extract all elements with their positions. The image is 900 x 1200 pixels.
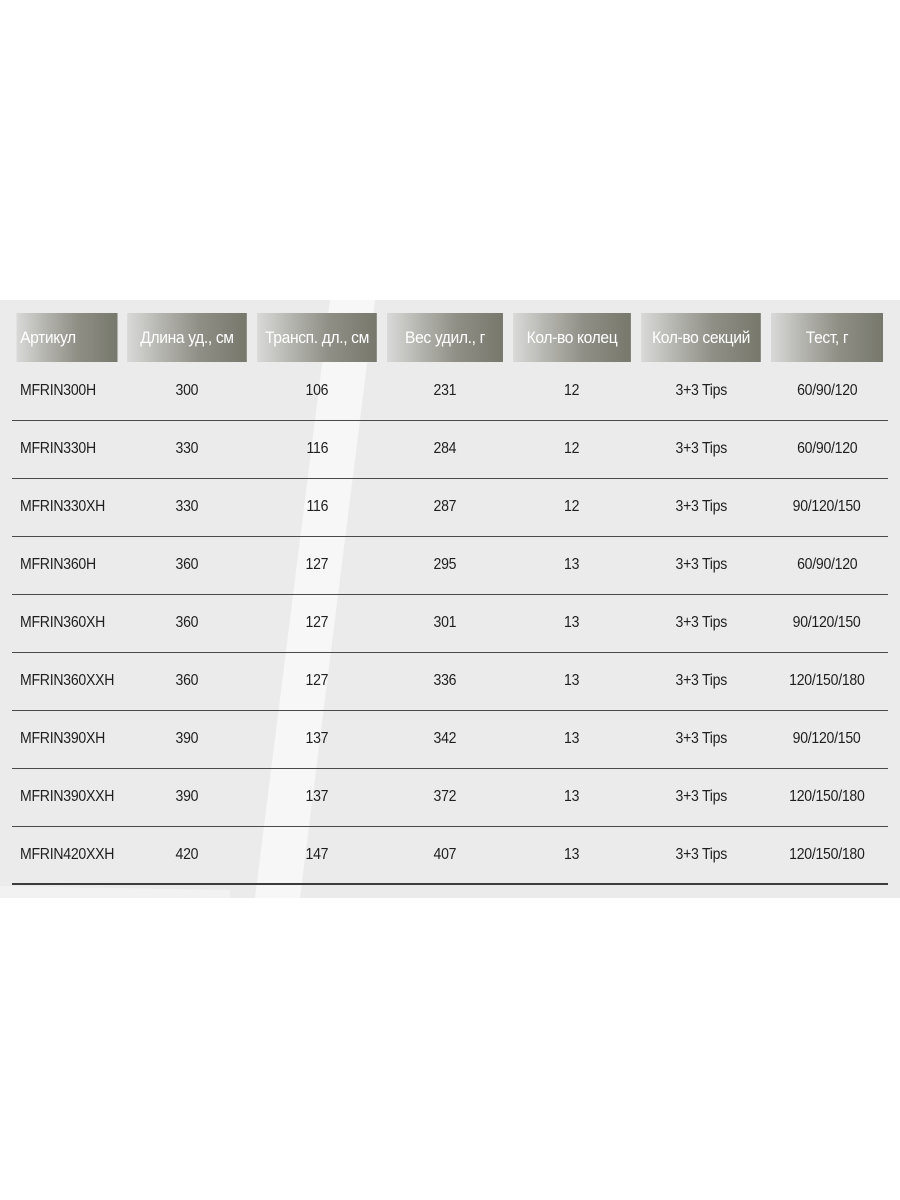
table-row xyxy=(12,652,888,710)
cell-weight: 336 xyxy=(382,652,508,710)
cell-sections-count: 3+3 Tips xyxy=(636,768,766,826)
cell-transport-length: 137 xyxy=(252,710,382,768)
header-sections-count: Кол-во секций xyxy=(641,313,761,362)
cell-article: MFRIN330XH xyxy=(12,478,122,536)
table-row xyxy=(12,478,888,536)
table-row xyxy=(12,710,888,768)
cell-length: 390 xyxy=(122,768,252,826)
cell-transport-length: 137 xyxy=(252,768,382,826)
cell-rings-count: 13 xyxy=(508,826,636,884)
cell-sections-count: 3+3 Tips xyxy=(636,826,766,884)
table-row xyxy=(12,362,888,420)
cell-rings-count: 13 xyxy=(508,768,636,826)
cell-length: 300 xyxy=(122,362,252,420)
cell-transport-length: 127 xyxy=(252,536,382,594)
cell-article: MFRIN360H xyxy=(12,536,122,594)
header-transport-length: Трансп. дл., см xyxy=(257,313,377,362)
cell-weight: 295 xyxy=(382,536,508,594)
cell-rings-count: 12 xyxy=(508,478,636,536)
cell-transport-length: 127 xyxy=(252,594,382,652)
cell-test: 90/120/150 xyxy=(766,478,888,536)
cell-weight: 301 xyxy=(382,594,508,652)
cell-test: 60/90/120 xyxy=(766,362,888,420)
cell-transport-length: 116 xyxy=(252,478,382,536)
cell-sections-count: 3+3 Tips xyxy=(636,478,766,536)
cell-article: MFRIN330H xyxy=(12,420,122,478)
cell-sections-count: 3+3 Tips xyxy=(636,594,766,652)
cell-rings-count: 13 xyxy=(508,594,636,652)
header-length: Длина уд., см xyxy=(127,313,247,362)
cell-rings-count: 13 xyxy=(508,710,636,768)
cell-weight: 284 xyxy=(382,420,508,478)
cell-rings-count: 12 xyxy=(508,420,636,478)
header-article: Артикул xyxy=(16,313,117,362)
cell-sections-count: 3+3 Tips xyxy=(636,420,766,478)
cell-article: MFRIN390XXH xyxy=(12,768,122,826)
table-row xyxy=(12,536,888,594)
cell-article: MFRIN360XXH xyxy=(12,652,122,710)
cell-length: 420 xyxy=(122,826,252,884)
cell-length: 330 xyxy=(122,420,252,478)
table-row xyxy=(12,826,888,884)
cell-sections-count: 3+3 Tips xyxy=(636,362,766,420)
cell-test: 120/150/180 xyxy=(766,768,888,826)
cell-article: MFRIN300H xyxy=(12,362,122,420)
rod-spec-table xyxy=(12,313,888,885)
table-row xyxy=(12,420,888,478)
cell-transport-length: 106 xyxy=(252,362,382,420)
cell-test: 120/150/180 xyxy=(766,652,888,710)
cell-weight: 287 xyxy=(382,478,508,536)
cell-transport-length: 147 xyxy=(252,826,382,884)
cell-sections-count: 3+3 Tips xyxy=(636,652,766,710)
cell-test: 60/90/120 xyxy=(766,420,888,478)
cell-rings-count: 13 xyxy=(508,652,636,710)
cell-sections-count: 3+3 Tips xyxy=(636,536,766,594)
cell-rings-count: 13 xyxy=(508,536,636,594)
cell-article: MFRIN390XH xyxy=(12,710,122,768)
header-test: Тест, г xyxy=(771,313,883,362)
table-row xyxy=(12,768,888,826)
cell-weight: 231 xyxy=(382,362,508,420)
cell-length: 360 xyxy=(122,536,252,594)
cell-transport-length: 116 xyxy=(252,420,382,478)
table-header xyxy=(12,313,888,362)
cell-test: 120/150/180 xyxy=(766,826,888,884)
header-row xyxy=(12,313,888,362)
cell-article: MFRIN360XH xyxy=(12,594,122,652)
cell-sections-count: 3+3 Tips xyxy=(636,710,766,768)
header-weight: Вес удил., г xyxy=(387,313,503,362)
cell-length: 330 xyxy=(122,478,252,536)
cell-article: MFRIN420XXH xyxy=(12,826,122,884)
cell-test: 90/120/150 xyxy=(766,594,888,652)
cell-weight: 342 xyxy=(382,710,508,768)
cell-length: 360 xyxy=(122,652,252,710)
cell-test: 60/90/120 xyxy=(766,536,888,594)
cell-transport-length: 127 xyxy=(252,652,382,710)
header-rings-count: Кол-во колец xyxy=(513,313,631,362)
table-row xyxy=(12,594,888,652)
table-body xyxy=(12,362,888,884)
cell-length: 390 xyxy=(122,710,252,768)
cell-test: 90/120/150 xyxy=(766,710,888,768)
cell-length: 360 xyxy=(122,594,252,652)
cell-weight: 372 xyxy=(382,768,508,826)
cell-rings-count: 12 xyxy=(508,362,636,420)
cell-weight: 407 xyxy=(382,826,508,884)
